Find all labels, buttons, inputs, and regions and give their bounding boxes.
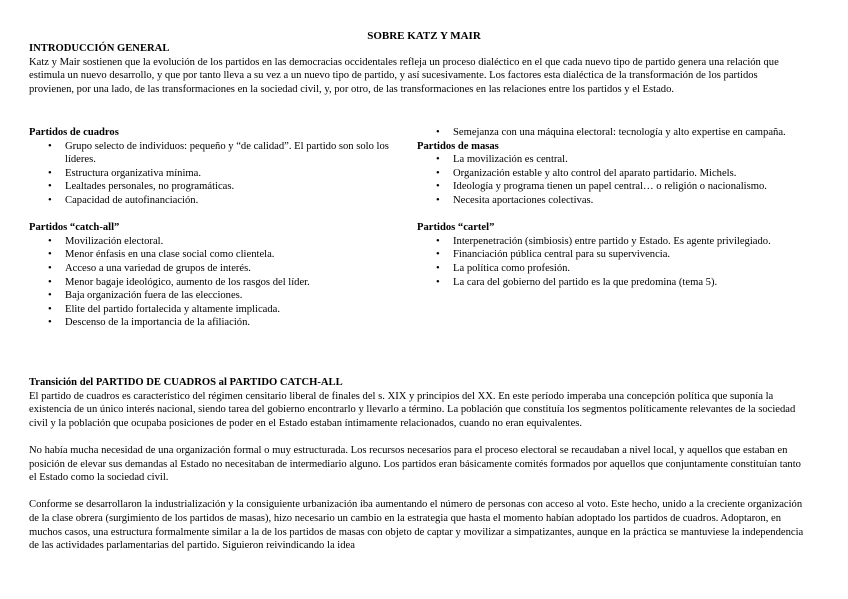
transition-section <box>29 376 807 566</box>
masas-list <box>417 153 789 207</box>
transition-heading: Transición del PARTIDO DE CUADROS al PARTIDO CATCH-ALL <box>29 377 343 388</box>
list-item: • Estructura organizativa mínima. <box>29 167 414 181</box>
list-item: • Elite del partido fortalecida y altamente implicada. <box>29 303 414 317</box>
transition-paragraph: Conforme se desarrollaron la industrialización y la consiguiente urbanización iba aumentando el número de personas con acceso al voto. Este hecho, unido a la creciente organización de la clase obrera (surgimiento de los partidos de masas), hizo necesario un cambio en la estrategia que hasta el momento habían adoptado los partidos de cuadros. Adoptaron, en muchos casos, una estructura formalmente similar a la de los partidos de masas con objeto de captar y movilizar a simpatizantes, aunque en la práctica se mantuviese la independencia de las actividades parlamentarias del partido. Siguieron reivindicando la idea <box>29 499 804 552</box>
list-item: • La cara del gobierno del partido es la que predomina (tema 5). <box>417 276 789 290</box>
list-item: • Grupo selecto de individuos: pequeño y “de calidad”. El partido son solo los líderes. <box>29 140 414 167</box>
list-item: • Menor énfasis en una clase social como clientela. <box>29 248 414 262</box>
list-item: • La política como profesión. <box>417 262 789 276</box>
list-item: • Lealtades personales, no programáticas. <box>29 180 414 194</box>
list-item: • Capacidad de autofinanciación. <box>29 194 414 208</box>
list-item: • La movilización es central. <box>417 153 789 167</box>
list-item: • Organización estable y alto control del aparato partidario. Michels. <box>417 167 789 181</box>
list-item: • Movilización electoral. <box>29 235 414 249</box>
left-column <box>29 126 414 330</box>
list-item: • Acceso a una variedad de grupos de interés. <box>29 262 414 276</box>
cartel-heading: Partidos “cartel” <box>417 222 495 234</box>
list-item: • Ideología y programa tienen un papel central… o religión o nacionalismo. <box>417 180 789 194</box>
cuadros-heading: Partidos de cuadros <box>29 127 119 138</box>
catchall-list <box>29 235 414 330</box>
list-item: • Semejanza con una máquina electoral: tecnología y alto expertise en campaña. <box>417 126 789 140</box>
intro-heading: INTRODUCCIÓN GENERAL <box>29 43 170 54</box>
list-item: • Descenso de la importancia de la afiliación. <box>29 316 414 330</box>
spacer <box>417 208 789 222</box>
list-item: • Financiación pública central para su supervivencia. <box>417 248 789 262</box>
list-item: • Necesita aportaciones colectivas. <box>417 194 789 208</box>
transition-paragraph: El partido de cuadros es característico del régimen censitario liberal de finales del s. XIX y principios del XX. En este período imperaba una concepción política que suponía la existencia de un único interés nacional, siendo tarea del gobierno encontrarlo y llevarlo a término. La población que constituía los segmentos políticamente relevantes de la sociedad civil y la población que ocupaba posiciones de poder en el Estado estaban íntimamente relacionados, cuando no eran equivalentes. <box>29 390 796 429</box>
list-item: • Menor bagaje ideológico, aumento de los rasgos del líder. <box>29 276 414 290</box>
list-item: • Baja organización fuera de las elecciones. <box>29 289 414 303</box>
transition-paragraph: No había mucha necesidad de una organización formal o muy estructurada. Los recursos necesarios para el proceso electoral se recaudaban a nivel local, y aquellos que estaban en posición de elevar sus demandas al Estado no necesitaban de intermediario alguno. Los partidos eran básicamente comités formados por aquellos que conjuntamente constituían tanto el Estado como la sociedad civil. <box>29 444 801 484</box>
list-item: • Interpenetración (simbiosis) entre partido y Estado. Es agente privilegiado. <box>417 235 789 249</box>
right-column <box>417 126 789 289</box>
catchall-heading: Partidos “catch-all” <box>29 222 120 234</box>
masas-heading: Partidos de masas <box>417 140 499 152</box>
catchall-continued-list <box>417 126 789 140</box>
document-title: SOBRE KATZ Y MAIR <box>367 30 481 42</box>
cartel-list <box>417 235 789 289</box>
cuadros-list <box>29 140 414 208</box>
spacer <box>29 208 414 222</box>
intro-paragraph: Katz y Mair sostienen que la evolución de los partidos en las democracias occidentales refleja un proceso dialéctico en el que cada nuevo tipo de partido genera una relación que estimula un nuevo desarrollo, y que por tanto lleva a su vez a un nuevo tipo de partido, y así sucesivamente. Los factores esta dialéctica de la transformación de los partidos provienen, por una lado, de las transformaciones en la sociedad civil, y, por otro, de las transformaciones en las relaciones entre los partidos y el Estado. <box>29 56 779 95</box>
intro-section <box>29 42 799 96</box>
